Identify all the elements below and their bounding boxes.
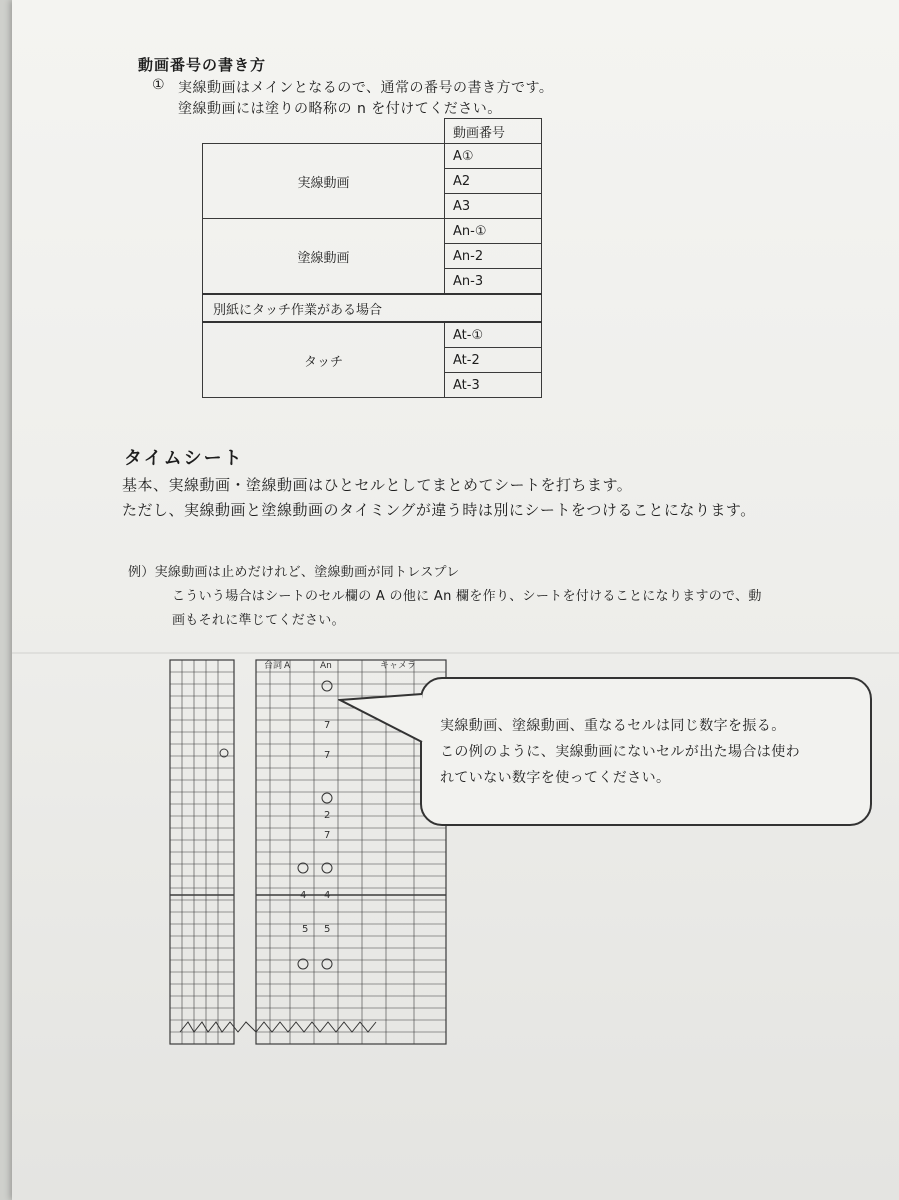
table-row [203,144,542,169]
section-heading-timesheet: タイムシート [124,448,244,469]
svg-text:キャメラ: キャメラ [380,661,417,671]
svg-text:A: A [284,661,291,671]
svg-text:An: An [320,661,332,671]
example-desc-line1: こういう場合はシートのセル欄の A の他に An 欄を作り、シートを付けることになりますので、動 [172,589,762,604]
table-row [203,219,542,244]
table-cell: At-① [445,322,542,348]
svg-text:2: 2 [324,810,331,821]
example-desc-line2: 画もそれに準じてください。 [172,613,345,628]
callout-line3: れていない数字を使ってください。 [440,770,671,786]
svg-text:5: 5 [324,924,331,935]
item-marker: ① [152,77,166,93]
separator-label: 別紙にタッチ作業がある場合 [203,294,542,322]
group-label-solid: 実線動画 [203,144,445,219]
svg-text:7: 7 [324,750,331,761]
table-cell: An-3 [445,269,542,295]
section-heading-numbering: 動画番号の書き方 [138,56,267,74]
group-label-touch: タッチ [203,322,445,398]
item1-line1: 実線動画はメインとなるので、通常の番号の書き方です。 [178,80,554,96]
table-corner [203,119,445,144]
svg-text:台詞: 台詞 [264,661,283,671]
document-page [12,0,899,1200]
svg-text:5: 5 [302,924,309,935]
example-label: 例）実線動画は止めだけれど、塗線動画が同トレスプレ [128,565,460,580]
svg-text:4: 4 [324,890,331,901]
table-cell: An-① [445,219,542,244]
svg-text:7: 7 [324,830,331,841]
table-cell: At-2 [445,348,542,373]
table-cell: At-3 [445,373,542,398]
table-cell: A① [445,144,542,169]
item1-line2: 塗線動画には塗りの略称の n を付けてください。 [178,101,502,117]
group-label-fill: 塗線動画 [203,219,445,295]
svg-text:7: 7 [324,720,331,731]
table-cell: An-2 [445,244,542,269]
callout-line1: 実線動画、塗線動画、重なるセルは同じ数字を振る。 [440,718,786,734]
timesheet-para-line2: ただし、実線動画と塗線動画のタイミングが違う時は別にシートをつけることになります。 [122,501,756,519]
numbering-table [202,118,542,398]
table-header: 動画番号 [445,119,542,144]
table-row [203,119,542,144]
table-row [203,322,542,348]
svg-text:4: 4 [300,890,307,901]
callout-bubble [420,677,872,826]
callout-line2: この例のように、実線動画にないセルが出た場合は使わ [440,744,800,760]
table-row [203,294,542,322]
table-cell: A2 [445,169,542,194]
timesheet-para-line1: 基本、実線動画・塗線動画はひとセルとしてまとめてシートを打ちます。 [122,476,633,494]
callout-pointer [338,686,428,746]
table-cell: A3 [445,194,542,219]
